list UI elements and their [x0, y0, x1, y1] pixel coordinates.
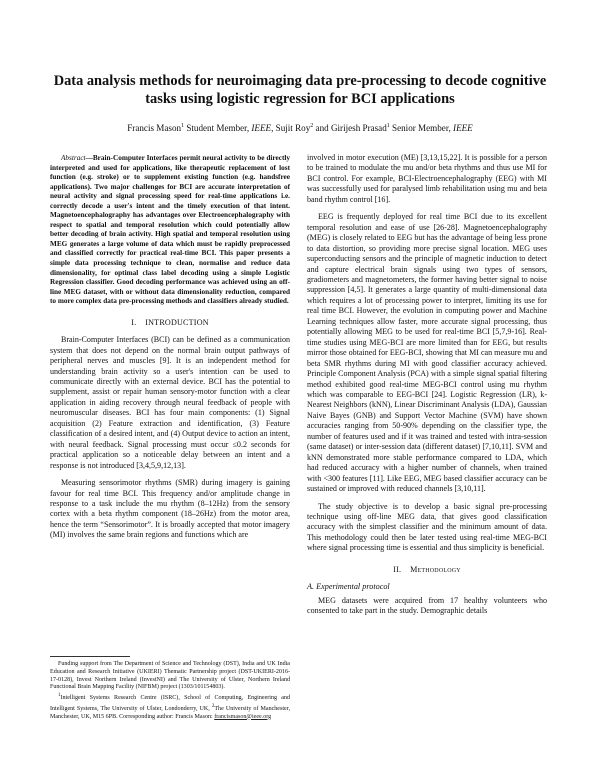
section-1-numeral: I. [131, 317, 137, 327]
intro-paragraph-4: The study objective is to develop a basic signal pre-processing technique using off-line MEG data, that gives good classification accuracy with the simplest classifier and the minimum amount of data. This methodology could then be later tested using real-time MEG-BCI where signal processing time is essential and thus simplicity is beneficial. [307, 501, 547, 553]
footnote-rule [50, 656, 130, 657]
author-1-ieee: IEEE [251, 123, 272, 134]
affil-2-text: The University of Manchester, Manchester, UK, M15 6PB. Corresponding author: Francis Mason: [50, 705, 290, 720]
author-line [40, 120, 560, 134]
author-2-name: , Sujit Roy [271, 123, 311, 134]
author-email-link[interactable]: francismason@ieee.org [214, 713, 272, 720]
paper-title: Data analysis methods for neuroimaging data pre-processing to decode cognitive tasks using logistic regression for BCI applications [53, 73, 547, 107]
intro-paragraph-1: Brain-Computer Interfaces (BCI) can be defined as a communication system that does not depend on the normal brain output pathways of peripheral nerves and muscles [9]. It is an independent method for understanding brain activity so a user's intention can be used to communicate directly with an external device. BCI has the potential to supplement, assist or repair human sensory-motor function with a clear application in aiding recovery through neural feedback of people with neuromuscular diseases. BCI has four main components: (1) Signal acquisition (2) Feature extraction and identification, (3) Feature classification of a desired intent, and (4) Output device to action an intent, with neural feedback. Signal processing must occur ≤0.2 seconds for practical application so a noticeable delay between an intent and a response is not introduced [3,4,5,9,12,13]. [50, 335, 290, 470]
abstract-lead: Abstract [61, 154, 86, 162]
footnotes [50, 661, 290, 721]
footnote-affiliations [50, 692, 290, 721]
section-1-heading [50, 318, 290, 328]
affil-1-text: Intelligent Systems Research Centre (ISRC), School of Computing, Engineering and Intelligent Systems, The University of Ulster, Londonderry, UK, [50, 695, 290, 712]
intro-paragraph-2: Measuring sensorimotor rhythms (SMR) during imagery is gaining favour for real time BCI. This frequency and/or amplitude change in response to a task include the mu rhythm (8–12Hz) from the sensory cortex with a beta rhythm component (18–26Hz) from the motor area, hence the term “Sensorimotor”. It is broadly accepted that motor imagery (MI) involves the same brain regions and functions which are [50, 478, 290, 540]
right-column [307, 153, 547, 616]
author-3-name: and Girijesh Prasad [313, 123, 387, 134]
author-1-affil: 1 [181, 123, 185, 129]
author-3-affil: 1 [386, 123, 390, 129]
author-2-affil: 2 [310, 123, 314, 129]
affil-1-marker: 1 [58, 693, 61, 698]
author-1-role: Student Member, [184, 123, 252, 134]
author-3-role: Senior Member, [389, 123, 454, 134]
affil-2-marker: 2 [211, 703, 215, 709]
intro-paragraph-3: EEG is frequently deployed for real time BCI due to its excellent temporal resolution and ease of use [26-28]. Magnetoencephalography (MEG) is closely related to EEG but has the advantage of being less prone to data distortion, so providing more precise signal location. MEG uses superconducting sensors and the principle of magnetic induction to detect and capture electrical brain signals using two types of sensors, gradiometers and magnetometers, the former having better signal to noise suppression [4,5]. It generates a large quantity of multi-dimensional data which requires a lot of processing power to interpret, limiting its use for real time BCI. However, the evolution in computing power and Machine Learning techniques allow faster, more accurate signal processing, thus potentially allowing MEG to be used for real-time BCI [5,7,9-16]. Real-time studies using MEG-BCI are more limited than for EEG, but results mirror those obtained for EEG-BCI, showing that MI can measure mu and beta SMR rhythms during MI with good classifier accuracy achieved. Principle Component Analysis (PCA) with a simple signal spatial filtering method exhibited good real-time MEG-BCI control using mu rhythm which was comparable to EEG-BCI [24]. Logistic Regression (LR), k-Nearest Neighbors (kNN), Linear Discriminant Analysis (LDA), Gaussian Naive Bayes (GNB) and Support Vector Machine (SVM) have shown accuracies ranging from 50-90% depending on the classifier type, the number of features used and if it was trained and tested with intra-session (same dataset) or inter-session data (different dataset) [7,10,11]. SVM and kNN demonstrated more stable performance compared to LDA, which had reduced accuracy with a higher number of channels, when trained with <300 features [11]. Like EEG, MEG based classifier accuracy can be sustained or improved with reduced channels [3,10,11]. [307, 212, 547, 494]
abstract [50, 154, 290, 307]
intro-paragraph-2-continued: involved in motor execution (ME) [3,13,15,22]. It is possible for a person to be trained to modulate the mu and/or beta rhythms and thus use MI for BCI control. For example, BCI-Electroencephalography (EEG) with MI was successfully used for paralysed limb rehabilitation using mu and beta band rhythm control [16]. [307, 153, 547, 204]
author-3-ieee: IEEE [453, 123, 473, 134]
methods-paragraph-1: MEG datasets were acquired from 17 healthy volunteers who consented to take part in the study. Demographic details [307, 595, 547, 616]
section-2-title: Methodology [410, 564, 461, 574]
section-2-numeral: II. [393, 564, 402, 574]
subsection-a-heading: A. Experimental protocol [307, 582, 390, 592]
left-column [50, 154, 290, 541]
footnote-funding: Funding support from The Department of Science and Technology (DST), India and UK India Education and Research Initiative (UKIERI) Thematic Partnership project (DST-UKIERI-2016-17-0128), Invest Northern Ireland (InvestNI) and The University of Ulster, Northern Ireland Functional Brain Mapping Facility (NIFBM) project (1303/101154803). [50, 661, 290, 691]
section-1-title: INTRODUCTION [145, 317, 209, 327]
abstract-body: —Brain-Computer Interfaces permit neural activity to be directly interpreted and used for applications, like therapeutic replacement of lost function (e.g. stroke) or to supplement existing function (e.g. handsfree applications). Two major challenges for BCI are accurate interpretation of neural activity and signal processing speed for real-time applications i.e. correctly decode a user's intent and the timely execution of that intent. Magnetoencephalography has advantages over Electroencephalography with respect to spatial and temporal resolution which could potentially allow better decoding of brain activity. High spatial and temporal resolution using MEG generates a large volume of data which must be rapidly preprocessed and classified correctly for practical real-time BCI. This paper presents a simple data processing technique to clean, normalise and reduce data dimensionality, for optimal class label decoding using a simple Logistic Regression classifier. Good decoding performance was achieved using an off-line MEG dataset, with or without data dimensionality reduction, compared to more complex data pre-processing methods and classifiers already studied. [50, 154, 290, 306]
author-1-name: Francis Mason [127, 123, 182, 134]
section-2-heading [307, 565, 547, 575]
